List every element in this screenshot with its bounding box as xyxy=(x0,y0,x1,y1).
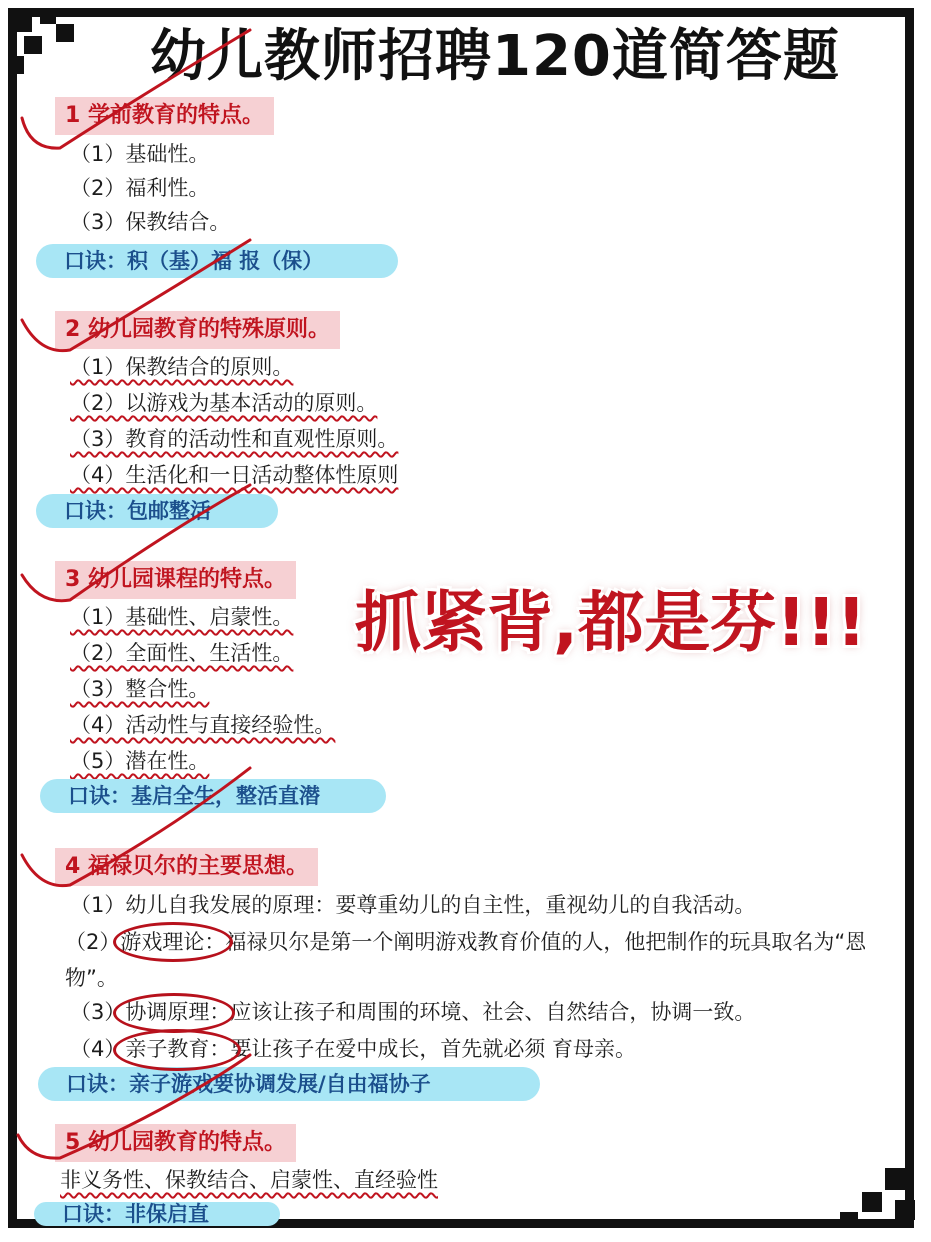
section-1-heading: 1 学前教育的特点。 xyxy=(55,97,274,135)
section-4-heading: 4 福禄贝尔的主要思想。 xyxy=(55,848,318,886)
section-4-item-3: （3）协调原理：应该让孩子和周围的环境、社会、自然结合，协调一致。 xyxy=(70,1000,756,1024)
section-3-heading: 3 幼儿园课程的特点。 xyxy=(55,561,296,599)
circle-mark-parent-education xyxy=(113,1029,241,1071)
section-1-mnemonic: 口诀：积（基）福 报（保） xyxy=(36,244,398,278)
pixel-decoration-top-left xyxy=(8,56,24,74)
section-3-item-2: （2）全面性、生活性。 xyxy=(70,641,294,665)
pixel-decoration-bottom-right xyxy=(862,1192,882,1212)
section-2-item-1: （1）保教结合的原则。 xyxy=(70,355,294,379)
section-4-item-2: （2）游戏理论：福禄贝尔是第一个阐明游戏教育价值的人，他把制作的玩具取名为“恩物”。 xyxy=(65,930,867,990)
slogan-sticker: 抓紧背,都是芬!!! xyxy=(355,584,867,661)
pixel-decoration-bottom-right xyxy=(895,1200,915,1220)
pixel-decoration-top-left xyxy=(24,36,42,54)
pixel-decoration-bottom-right xyxy=(885,1168,907,1190)
section-1-item-1: （1）基础性。 xyxy=(70,142,210,166)
pixel-decoration-bottom-right xyxy=(840,1212,858,1226)
section-5-item-1: 非义务性、保教结合、启蒙性、直经验性 xyxy=(60,1168,438,1192)
section-3-item-4: （4）活动性与直接经验性。 xyxy=(70,713,336,737)
section-1-item-2: （2）福利性。 xyxy=(70,176,210,200)
page-title: 幼儿教师招聘120道简答题 xyxy=(150,24,840,89)
pixel-decoration-top-left xyxy=(8,8,32,32)
section-3-mnemonic: 口诀：基启全生，整活直潜 xyxy=(40,779,386,813)
section-2-item-3: （3）教育的活动性和直观性原则。 xyxy=(70,427,399,451)
section-2-mnemonic: 口诀：包邮整活 xyxy=(36,494,278,528)
circle-mark-game-theory xyxy=(113,922,233,962)
section-4-mnemonic: 口诀：亲子游戏要协调发展/自由福协子 xyxy=(38,1067,540,1101)
section-2-heading: 2 幼儿园教育的特殊原则。 xyxy=(55,311,340,349)
section-3-item-1: （1）基础性、启蒙性。 xyxy=(70,605,294,629)
section-4-item-4: （4）亲子教育：要让孩子在爱中成长，首先就必须 育母亲。 xyxy=(70,1037,637,1061)
section-3-item-5: （5）潜在性。 xyxy=(70,749,210,773)
pixel-decoration-top-left xyxy=(40,8,56,24)
pixel-decoration-top-left xyxy=(56,24,74,42)
section-1-item-3: （3）保教结合。 xyxy=(70,210,231,234)
section-3-item-3: （3）整合性。 xyxy=(70,677,210,701)
section-2-item-4: （4）生活化和一日活动整体性原则 xyxy=(70,463,399,487)
section-5-heading: 5 幼儿园教育的特点。 xyxy=(55,1124,296,1162)
section-2-item-2: （2）以游戏为基本活动的原则。 xyxy=(70,391,378,415)
section-4-item-1: （1）幼儿自我发展的原理：要尊重幼儿的自主性，重视幼儿的自我活动。 xyxy=(70,893,756,917)
section-5-mnemonic: 口诀：非保启直 xyxy=(34,1202,280,1226)
circle-mark-coordination xyxy=(113,993,235,1033)
